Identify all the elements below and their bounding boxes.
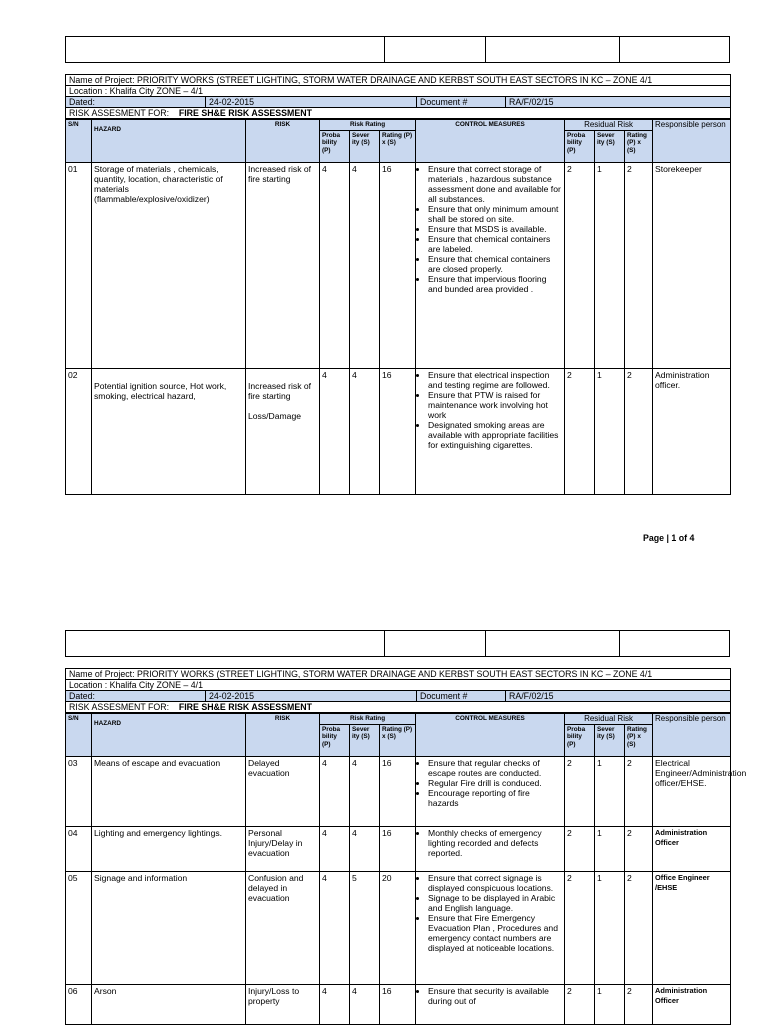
col-residual: Residual Risk — [565, 714, 653, 725]
col-control: CONTROL MEASURES — [416, 714, 565, 757]
doc-label: Document # — [417, 691, 506, 702]
col-control: CONTROL MEASURES — [416, 120, 565, 163]
doc-label: Document # — [417, 97, 506, 108]
dated-value: 24-02-2015 — [206, 691, 417, 702]
col-risk: RISK — [246, 120, 320, 163]
page2-top-box — [65, 630, 730, 657]
page-number: Page | 1 of 4 — [643, 533, 695, 543]
project-name: Name of Project: PRIORITY WORKS (STREET LIGHTING, STORM WATER DRAINAGE AND KERBST SOUTH EAST SECTORS IN KC – ZONE 4/1 — [66, 75, 731, 86]
col-sn: S/N — [66, 120, 92, 163]
col-rating: Rating (P) x (S) — [380, 724, 416, 756]
table-row: 01 Storage of materials , chemicals, quantity, location, characteristic of materials (flammable/explosive/oxidizer) Increased risk of fire starting 4 4 16 • Ensure that correct storage of materials , hazardous substance assessment done and available for all substances. • Ensure that only minimum amount shall be stored on site. • Ensure that MSDS is available. • Ensure that chemical containers are labeled. • Ensure that chemical containers are closed properly. • Ensure that impervious flooring and bunded area provided . 2 1 2 Storekeeper — [66, 162, 731, 368]
project-name: Name of Project: PRIORITY WORKS (STREET LIGHTING, STORM WATER DRAINAGE AND KERBST SOUTH EAST SECTORS IN KC – ZONE 4/1 — [66, 669, 731, 680]
col-hazard: HAZARD — [92, 714, 246, 757]
col-risk-rating: Risk Rating — [320, 120, 416, 131]
dated-label: Dated: — [66, 691, 206, 702]
ra-for: RISK ASSESMENT FOR: FIRE SH&E RISK ASSESSMENT — [66, 702, 731, 713]
table-row: 05 Signage and information Confusion and delayed in evacuation 4 5 20 • Ensure that correct signage is displayed conspicuous locations. • Signage to be displayed in Arabic and English language. • Ensure that Fire Emergency Evacuation Plan , Procedures and emergency contact numbers are displayed at noticeable locations. 2 1 2 Office Engineer /EHSE — [66, 871, 731, 984]
col-res-sev: Sever ity (S) — [595, 724, 625, 756]
table-row: 02 Potential ignition source, Hot work, smoking, electrical hazard, Increased risk of fire starting Loss/Damage 4 4 16 • Ensure that electrical inspection and testing regime are followed. • Ensure that PTW is raised for maintenance work involving hot work • Designated smoking areas are available with appropriate facilities for extinguishing cigarettes. 2 1 2 Administration officer. — [66, 368, 731, 494]
dated-label: Dated: — [66, 97, 206, 108]
doc-value: RA/F/02/15 — [506, 97, 731, 108]
table-row: 03 Means of escape and evacuation Delayed evacuation 4 4 16 • Ensure that regular checks of escape routes are conducted. • Regular Fire drill is conduced. • Encourage reporting of fire hazards 2 1 2 Electrical Engineer/Administration officer/EHSE. — [66, 756, 731, 826]
col-res-prob: Proba bility (P) — [565, 724, 595, 756]
page1-risk-table — [65, 119, 731, 495]
col-sev: Sever ity (S) — [350, 130, 380, 162]
col-prob: Proba bility (P) — [320, 130, 350, 162]
table-row: 06 Arson Injury/Loss to property 4 4 16 • Ensure that security is available during out of 2 1 2 Administration Officer — [66, 984, 731, 1024]
page2-risk-table — [65, 713, 747, 1025]
col-hazard: HAZARD — [92, 120, 246, 163]
doc-value: RA/F/02/15 — [506, 691, 731, 702]
page1-meta-table — [65, 74, 731, 119]
page2-meta-table — [65, 668, 731, 713]
col-rating: Rating (P) x (S) — [380, 130, 416, 162]
location: Location : Khalifa City ZONE – 4/1 — [66, 86, 731, 97]
col-res-prob: Proba bility (P) — [565, 130, 595, 162]
page1-table-wrap — [65, 74, 730, 495]
dated-value: 24-02-2015 — [206, 97, 417, 108]
ra-for: RISK ASSESMENT FOR: FIRE SH&E RISK ASSESSMENT — [66, 108, 731, 119]
col-sev: Sever ity (S) — [350, 724, 380, 756]
col-risk-rating: Risk Rating — [320, 714, 416, 725]
col-res-sev: Sever ity (S) — [595, 130, 625, 162]
col-residual: Residual Risk — [565, 120, 653, 131]
col-sn: S/N — [66, 714, 92, 757]
col-prob: Proba bility (P) — [320, 724, 350, 756]
col-responsible: Responsible person — [653, 120, 731, 163]
col-res-rating: Rating (P) x (S) — [625, 724, 653, 756]
col-res-rating: Rating (P) x (S) — [625, 130, 653, 162]
location: Location : Khalifa City ZONE – 4/1 — [66, 680, 731, 691]
col-responsible: Responsible person — [653, 714, 731, 757]
page2-table-wrap — [65, 668, 747, 1025]
page1-top-box — [65, 36, 730, 63]
table-row: 04 Lighting and emergency lightings. Personal Injury/Delay in evacuation 4 4 16 • Monthly checks of emergency lighting recorded and defects reported. 2 1 2 Administration Officer — [66, 826, 731, 871]
col-risk: RISK — [246, 714, 320, 757]
